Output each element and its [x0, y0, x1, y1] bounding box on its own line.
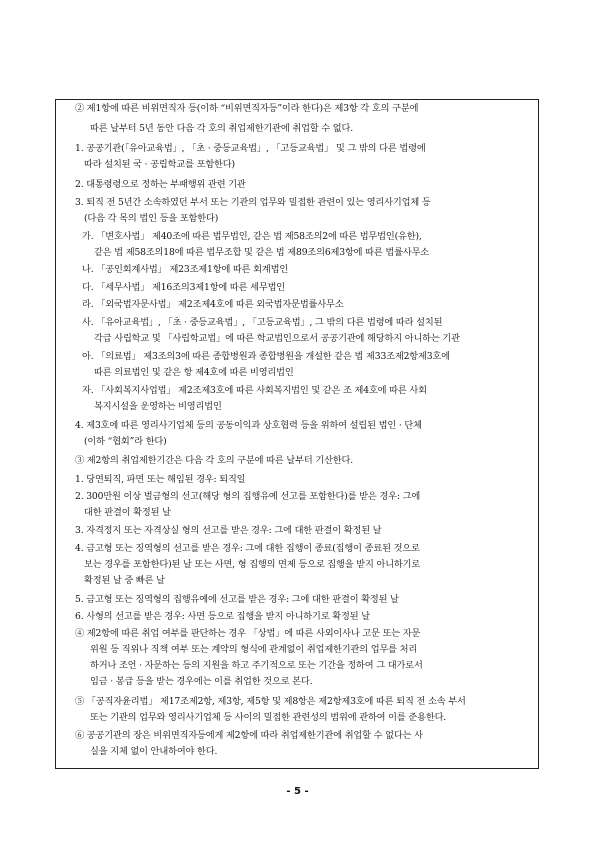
- p3-item-4-line-2: 보는 경우를 포함한다)된 날 또는 사면, 형 집행의 면제 등으로 집행을 받지 아니하기로: [84, 559, 421, 570]
- subitem-a-line-1: 아. 「의료법」 제3조의3에 따른 종합병원과 종합병원을 개설한 같은 법 제33조제2항제3호에: [82, 351, 450, 362]
- page-number: - 5 -: [286, 786, 309, 797]
- paragraph-6-line-1: ⑥ 공공기관의 장은 비위면직자등에게 제2항에 따라 취업제한기관에 취업할 수 없다는 사: [75, 730, 423, 741]
- paragraph-4-line-3: 하거나 조언 · 자문하는 등의 지원을 하고 주기적으로 또는 기간을 정하여 그 대가로서: [90, 660, 423, 671]
- paragraph-4-line-1: ④ 제2항에 따른 취업 여부를 판단하는 경우 「상법」에 따른 사외이사나 고문 또는 자문: [75, 628, 421, 639]
- subitem-sa-line-1: 사. 「유아교육법」, 「초 · 중등교육법」, 「고등교육법」, 그 밖의 다른 법령에 따라 설치된: [82, 317, 443, 328]
- item-1-line-2: 따라 설치된 국 · 공립학교를 포함한다): [84, 159, 235, 170]
- paragraph-5-line-1: ⑤ 「공직자윤리법」 제17조제2항, 제3항, 제5항 및 제8항은 제2항제3호에 따른 퇴직 전 소속 부서: [75, 696, 466, 707]
- subitem-ra-line: 라. 「외국법자문사법」 제2조제4호에 따른 외국법자문법률사무소: [82, 299, 344, 310]
- p3-item-6-line: 6. 사형의 선고를 받은 경우: 사면 등으로 집행을 받지 아니하기로 확정된 날: [75, 611, 370, 622]
- subitem-sa-line-2: 각급 사립학교 및 「사립학교법」에 따른 학교법인으로서 공공기관에 해당하지 아니하는 기관: [94, 333, 460, 344]
- subitem-ja-line-2: 복지시설을 운영하는 비영리법인: [94, 401, 222, 412]
- item-1-line-1: 1. 공공기관(「유아교육법」, 「초 · 중등교육법」, 「고등교육법」 및 그 밖의 다른 법령에: [75, 143, 426, 154]
- paragraph-6-line-2: 실을 지체 없이 안내하여야 한다.: [90, 746, 218, 757]
- paragraph-2-line-1: ② 제1항에 따른 비위면직자 등(이하 “비위면직자등”이라 한다)은 제3항 각 호의 구분에: [75, 103, 419, 114]
- item-2-line: 2. 대통령령으로 정하는 부패행위 관련 기관: [75, 179, 246, 190]
- p3-item-3-line: 3. 자격정지 또는 자격상실 형의 선고를 받은 경우: 그에 대한 판결이 확정된 날: [75, 525, 382, 536]
- item-3-line-2: (다음 각 목의 법인 등을 포함한다): [84, 213, 219, 224]
- item-4-line-1: 4. 제3호에 따른 영리사기업체 등의 공동이익과 상호협력 등을 위하여 설립된 법인 · 단체: [75, 420, 422, 431]
- item-3-line-1: 3. 퇴직 전 5년간 소속하였던 부서 또는 기관의 업무와 밀접한 관련이 있는 영리사기업체 등: [75, 197, 431, 208]
- p3-item-1-line: 1. 당연퇴직, 파면 또는 해임된 경우: 퇴직일: [75, 474, 246, 485]
- item-4-line-2: (이하 “협회”라 한다): [84, 436, 167, 447]
- paragraph-5-line-2: 또는 기관의 업무와 영리사기업체 등 사이의 밀접한 관련성의 범위에 관하여 이를 준용한다.: [90, 712, 447, 723]
- p3-item-2-line-1: 2. 300만원 이상 벌금형의 선고(해당 형의 집행유예 선고를 포함한다)를 받은 경우: 그에: [75, 491, 421, 502]
- p3-item-5-line: 5. 금고형 또는 징역형의 집행유예에 선고를 받은 경우: 그에 대한 판결이 확정된 날: [75, 594, 399, 605]
- p3-item-4-line-3: 확정된 날 중 빠른 날: [84, 575, 165, 586]
- subitem-ga-line-1: 가. 「변호사법」 제40조에 따른 법무법인, 같은 법 제58조의2에 따른 법무법인(유한),: [82, 231, 422, 242]
- paragraph-4-line-2: 위원 등 직위나 직책 여부 또는 계약의 형식에 관계없이 취업제한기관의 업무를 처리: [90, 644, 418, 655]
- p3-item-2-line-2: 대한 판결이 확정된 날: [84, 507, 171, 518]
- paragraph-4-line-4: 임금 · 봉급 등을 받는 경우에는 이를 취업한 것으로 본다.: [90, 676, 313, 687]
- subitem-ga-line-2: 같은 법 제58조의18에 따른 법무조합 및 같은 법 제89조의6제3항에 따른 법률사무소: [94, 247, 430, 258]
- paragraph-2-line-2: 따른 날부터 5년 동안 다음 각 호의 취업제한기관에 취업할 수 없다.: [90, 123, 354, 134]
- subitem-na-line: 나. 「공인회계사법」 제23조제1항에 따른 회계법인: [82, 264, 289, 275]
- subitem-a-line-2: 따른 의료법인 및 같은 항 제4호에 따른 비영리법인: [94, 367, 294, 378]
- paragraph-3-line: ③ 제2항의 취업제한기간은 다음 각 호의 구분에 따른 날부터 기산한다.: [75, 455, 354, 466]
- subitem-da-line: 다. 「세무사법」 제16조의3제1항에 따른 세무법인: [82, 282, 286, 293]
- subitem-ja-line-1: 자. 「사회복지사업법」 제2조제3호에 따른 사회복지법인 및 같은 조 제4호에 따른 사회: [82, 385, 427, 396]
- p3-item-4-line-1: 4. 금고형 또는 징역형의 선고를 받은 경우: 그에 대한 집행이 종료(집행이 종료된 것으로: [75, 543, 420, 554]
